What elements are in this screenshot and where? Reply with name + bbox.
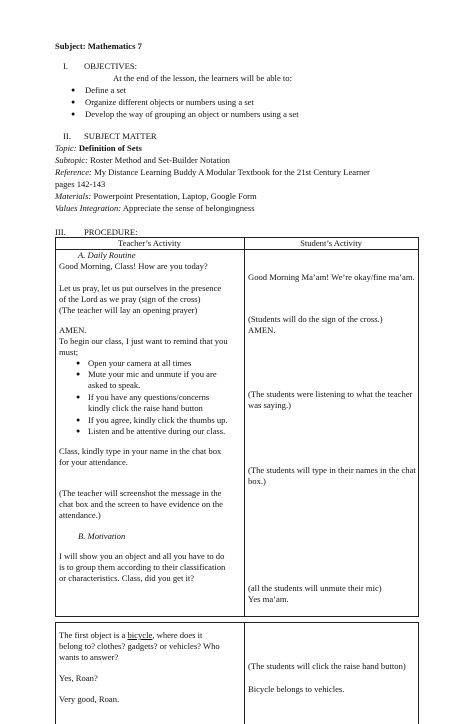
- procedure-number: III.: [55, 227, 66, 237]
- bullet-icon: ●: [76, 427, 81, 435]
- teacher-first-object: wants to answer?: [59, 652, 119, 662]
- section-daily-routine: A. Daily Routine: [78, 250, 136, 260]
- teacher-praise: Very good, Roan.: [59, 694, 120, 704]
- bullet-icon: ●: [76, 393, 81, 401]
- teacher-screenshot-note: (The teacher will screenshot the message in the: [59, 488, 222, 498]
- teacher-attendance: Class, kindly type in your name in the chat box: [59, 446, 222, 456]
- subject-title: Subject: Mathematics 7: [55, 41, 142, 51]
- student-unmute: (all the students will unmute their mic): [248, 583, 382, 593]
- teacher-amen: AMEN.: [59, 325, 87, 335]
- student-type-names: (The students will type in their names in the chat: [248, 465, 416, 475]
- student-yes: Yes ma’am.: [248, 594, 289, 604]
- student-column-header: Student’s Activity: [300, 238, 362, 248]
- teacher-attendance: for your attendance.: [59, 457, 128, 467]
- teacher-prayer: of the Lord as we pray (sign of the cross): [59, 294, 201, 304]
- teacher-prayer: Let us pray, let us put ourselves in the presence: [59, 283, 222, 293]
- student-raise-hand: (The students will click the raise hand button): [248, 661, 406, 671]
- rule-item: Listen and be attentive during our class.: [88, 426, 226, 436]
- rule-item: If you agree, kindly click the thumbs up.: [88, 415, 228, 425]
- procedure-heading: PROCEDURE:: [84, 227, 138, 237]
- subject-matter-number: II.: [63, 131, 71, 141]
- student-listening: was saying.): [248, 400, 291, 410]
- teacher-reminder: To begin our class, I just want to remind that you: [59, 336, 228, 346]
- objectives-number: I.: [63, 61, 69, 71]
- objective-item: Organize different objects or numbers using a set: [85, 97, 254, 107]
- bullet-icon: ●: [71, 86, 76, 94]
- rule-item: If you have any questions/concerns: [88, 392, 210, 402]
- teacher-motivation: I will show you an object and all you have to do: [59, 551, 225, 561]
- student-greeting: Good Morning Ma’am! We’re okay/fine ma’am.: [248, 272, 415, 282]
- section-motivation: B. Motivation: [78, 531, 126, 541]
- reference-pages: pages 142-143: [55, 179, 106, 189]
- teacher-call-roan: Yes, Roan?: [59, 673, 98, 683]
- materials-line: Materials: Powerpoint Presentation, Laptop, Google Form: [55, 191, 257, 201]
- teacher-column-header: Teacher’s Activity: [118, 238, 181, 248]
- teacher-first-object: belong to? clothes? gadgets? or vehicles? Who: [59, 641, 220, 651]
- objective-item: Develop the way of grouping an object or numbers using a set: [85, 109, 299, 119]
- topic-line: Topic: Definition of Sets: [55, 143, 142, 153]
- rule-item: Mute your mic and unmute if you are: [88, 369, 217, 379]
- subject-matter-heading: SUBJECT MATTER: [84, 131, 157, 141]
- student-amen: AMEN.: [248, 325, 276, 335]
- student-sign-cross: (Students will do the sign of the cross.): [248, 314, 383, 324]
- objectives-heading: OBJECTIVES:: [84, 61, 137, 71]
- teacher-prayer: (The teacher will lay an opening prayer): [59, 305, 198, 315]
- bullet-icon: ●: [76, 359, 81, 367]
- teacher-reminder: must;: [59, 347, 79, 357]
- student-answer: Bicycle belongs to vehicles.: [248, 684, 345, 694]
- teacher-screenshot-note: attendance.): [59, 510, 101, 520]
- rule-item: Open your camera at all times: [88, 358, 192, 368]
- rule-item: asked to speak.: [88, 380, 141, 390]
- bullet-icon: ●: [71, 110, 76, 118]
- student-listening: (The students were listening to what the teacher: [248, 389, 413, 399]
- objectives-intro: At the end of the lesson, the learners will be able to:: [113, 73, 292, 83]
- teacher-greeting: Good Morning, Class! How are you today?: [59, 261, 208, 271]
- bullet-icon: ●: [76, 416, 81, 424]
- reference-line: Reference: My Distance Learning Buddy A Modular Textbook for the 21st Century Learner: [55, 167, 370, 177]
- student-type-names: box.): [248, 476, 266, 486]
- bullet-icon: ●: [76, 370, 81, 378]
- teacher-motivation: or characteristics. Class, did you get it?: [59, 573, 195, 583]
- bullet-icon: ●: [71, 98, 76, 106]
- teacher-first-object: The first object is a bicycle, where does it: [59, 630, 203, 640]
- objective-item: Define a set: [85, 85, 127, 95]
- rule-item: kindly click the raise hand button: [88, 403, 203, 413]
- values-line: Values Integration: Appreciate the sense of belongingness: [55, 203, 255, 213]
- teacher-motivation: is to group them according to their classification: [59, 562, 226, 572]
- teacher-screenshot-note: chat box and the screen to have evidence on the: [59, 499, 223, 509]
- subtopic-line: Subtopic: Roster Method and Set-Builder Notation: [55, 155, 230, 165]
